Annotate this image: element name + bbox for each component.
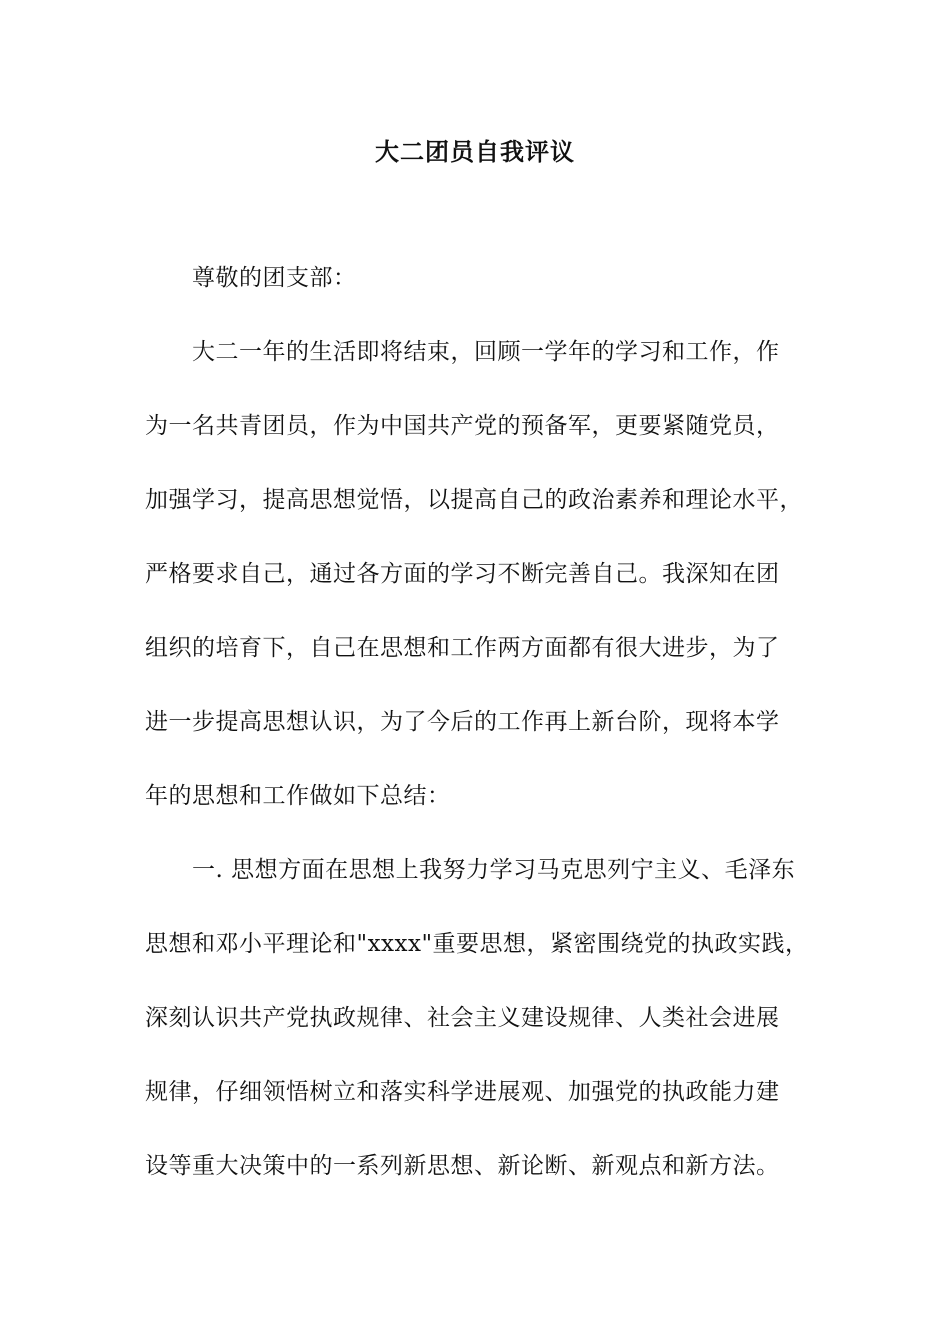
body-line: 规律，仔细领悟树立和落实科学进展观、加强党的执政能力建 — [145, 1079, 780, 1105]
body-line: 思想和邓小平理论和"xxxx"重要思想，紧密围绕党的执政实践， — [145, 931, 809, 957]
section-heading-line: 一. 思想方面在思想上我努力学习马克思列宁主义、毛泽东 — [192, 857, 796, 883]
body-line: 年的思想和工作做如下总结： — [145, 783, 451, 809]
body-line: 大二一年的生活即将结束，回顾一学年的学习和工作，作 — [192, 339, 780, 365]
salutation-line: 尊敬的团支部： — [192, 265, 357, 291]
document-title: 大二团员自我评议 — [375, 137, 575, 166]
body-line: 进一步提高思想认识，为了今后的工作再上新台阶，现将本学 — [145, 709, 780, 735]
body-line: 深刻认识共产党执政规律、社会主义建设规律、人类社会进展 — [145, 1005, 780, 1031]
body-line: 组织的培育下，自己在思想和工作两方面都有很大进步，为了 — [145, 635, 780, 661]
body-line: 为一名共青团员，作为中国共产党的预备军，更要紧随党员， — [145, 413, 780, 439]
body-line: 加强学习，提高思想觉悟，以提高自己的政治素养和理论水平， — [145, 487, 803, 513]
body-line: 严格要求自己，通过各方面的学习不断完善自己。我深知在团 — [145, 561, 780, 587]
body-line: 设等重大决策中的一系列新思想、新论断、新观点和新方法。 — [145, 1153, 780, 1179]
